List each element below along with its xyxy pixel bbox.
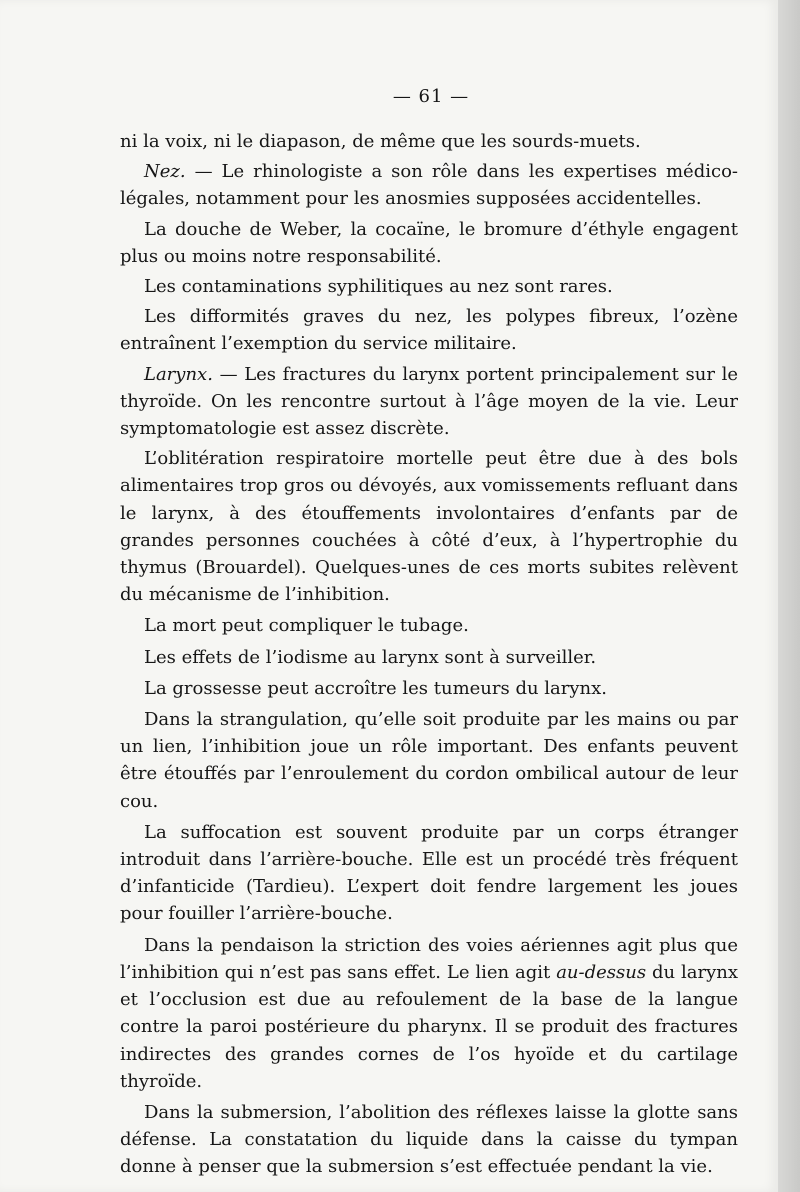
- paragraph-iodisme: Les effets de l’iodisme au larynx sont à surveiller.: [144, 646, 597, 668]
- paragraph-suffocation: La suffocation est souvent produite par un corps étranger introduit dans l’arrière-bouche. Elle est un procédé très fréquent d’infanticide (Tardieu). L’expert doit fendre largement les joues pour fouiller l’arrière-bouche.: [120, 821, 738, 925]
- section-heading-nez: Nez.: [144, 161, 186, 183]
- paragraph-pendaison-text-a: Dans la pendaison la striction des voies aériennes agit plus que l’inhibition qui n’est pas sans effet. Le lien agit: [120, 934, 738, 983]
- paragraph-pendaison: [120, 932, 738, 1095]
- paragraph-grossesse: La grossesse peut accroître les tumeurs du larynx.: [144, 677, 608, 699]
- section-heading-larynx: Larynx.: [144, 363, 213, 385]
- body-text: [120, 128, 738, 1181]
- paragraph-pendaison-italic: au-dessus: [556, 961, 647, 983]
- page-number: — 61 —: [392, 86, 470, 107]
- paragraph-pendaison-text-b: du larynx et l’occlusion est due au refoulement de la base de la langue contre la paroi postérieure du pharynx. Il se produit des fractures indirectes des grandes cornes de l’os hyoïde et du cartilage thyroïde.: [120, 961, 738, 1092]
- paragraph-continuation: ni la voix, ni le diapason, de même que les sourds-muets.: [120, 131, 641, 152]
- paragraph-difformites: Les difformités graves du nez, les polypes fibreux, l’ozène entraînent l’exemption du service militaire.: [120, 306, 738, 355]
- paragraph-weber: La douche de Weber, la cocaïne, le bromure d’éthyle engagent plus ou moins notre responsabilité.: [120, 218, 738, 267]
- page-edge: [778, 0, 800, 1192]
- paragraph-contaminations: Les contaminations syphilitiques au nez sont rares.: [144, 276, 613, 298]
- paragraph-tubage: La mort peut compliquer le tubage.: [144, 615, 469, 637]
- paragraph-strangulation: Dans la strangulation, qu’elle soit produite par les mains ou par un lien, l’inhibition joue un rôle important. Des enfants peuvent être étouffés par l’enroulement du cordon ombilical autour de leur cou.: [120, 709, 738, 812]
- paragraph-obliteration: L’oblitération respiratoire mortelle peut être due à des bols alimentaires trop gros ou dévoyés, aux vomissements refluant dans le larynx, à des étouffements involontaires d’enfants par de grandes personnes couchées à côté d’eux, à l’hypertrophie du thymus (Brouardel). Quelques-unes de ces morts subites relèvent du mécanisme de l’inhibition.: [120, 448, 738, 606]
- paragraph-nez-text: — Le rhinologiste a son rôle dans les expertises médico-légales, notamment pour les anosmies supposées accidentelles.: [120, 161, 738, 210]
- paragraph-nez: [120, 158, 738, 212]
- paragraph-larynx-text: — Les fractures du larynx portent principalement sur le thyroïde. On les rencontre surtout à l’âge moyen de la vie. Leur symptomatologie est assez discrète.: [120, 363, 738, 440]
- paragraph-larynx: [120, 361, 738, 443]
- paragraph-submersion: Dans la submersion, l’abolition des réflexes laisse la glotte sans défense. La constatation du liquide dans la caisse du tympan donne à penser que la submersion s’est effectuée pendant la vie.: [120, 1101, 738, 1178]
